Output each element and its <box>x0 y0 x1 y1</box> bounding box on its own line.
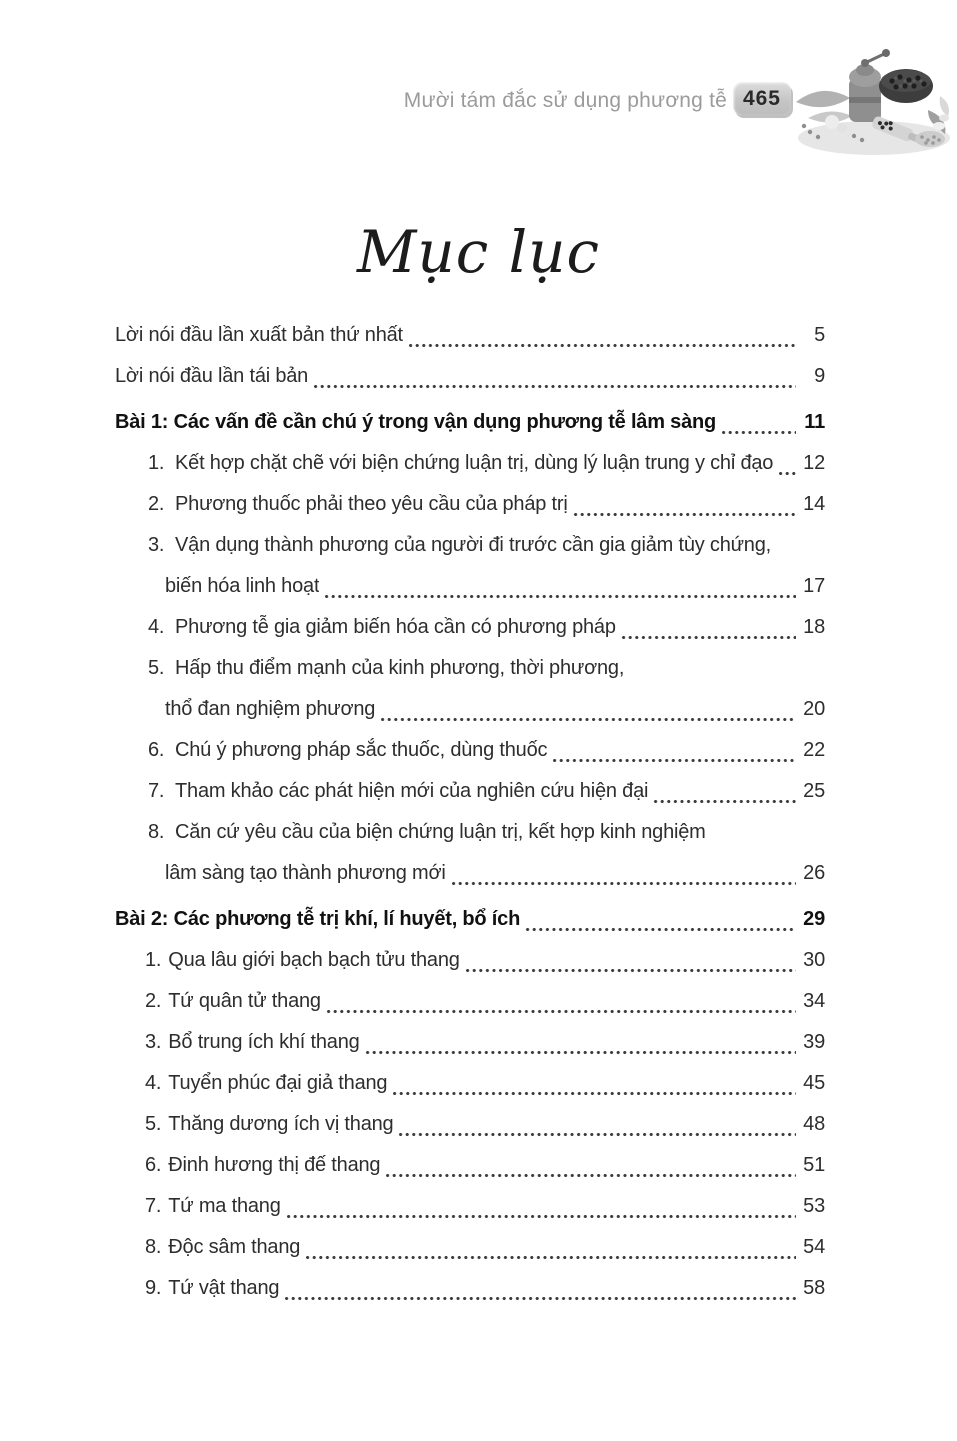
entry-page-number: 29 <box>803 908 825 930</box>
dot-leader <box>622 633 796 642</box>
entry-page-number: 48 <box>803 1113 825 1135</box>
item-number: 6. <box>148 739 165 761</box>
item-number: 3. <box>145 1031 162 1053</box>
entry-label: Độc sâm thang <box>168 1236 301 1258</box>
entry-page-number: 5 <box>814 324 825 346</box>
dot-leader <box>386 1171 796 1180</box>
dot-leader <box>466 966 796 975</box>
toc-section-heading <box>115 904 825 934</box>
toc-item-row <box>115 1150 825 1180</box>
dot-leader <box>381 715 796 724</box>
page-title: Mục lục <box>356 218 601 286</box>
dot-leader <box>409 341 796 350</box>
dot-leader <box>654 797 796 806</box>
entry-label: Phương tễ gia giảm biến hóa cần có phương pháp <box>175 616 616 638</box>
entry-page-number: 14 <box>803 493 825 515</box>
item-number: 2. <box>145 990 162 1012</box>
dot-leader <box>399 1130 796 1139</box>
item-number: 7. <box>148 780 165 802</box>
toc-front-matter-row <box>115 320 825 350</box>
toc-item-row <box>115 735 825 765</box>
item-number: 7. <box>145 1195 162 1217</box>
entry-page-number: 12 <box>803 452 825 474</box>
toc-item-row <box>115 1273 825 1303</box>
toc-item-row <box>115 945 825 975</box>
toc-item-continuation-row <box>115 858 825 888</box>
entry-page-number: 45 <box>803 1072 825 1094</box>
item-number: 5. <box>145 1113 162 1135</box>
entry-label: Căn cứ yêu cầu của biện chứng luận trị, kết hợp kinh nghiệm <box>175 821 706 843</box>
entry-page-number: 39 <box>803 1031 825 1053</box>
toc-item-row <box>115 1191 825 1221</box>
entry-page-number: 17 <box>803 575 825 597</box>
entry-label: Bài 2: Các phương tễ trị khí, lí huyết, bổ ích <box>115 908 521 930</box>
entry-label: Bài 1: Các vấn đề cần chú ý trong vận dụng phương tễ lâm sàng <box>115 411 717 433</box>
entry-page-number: 25 <box>803 780 825 802</box>
page-number-badge-value: 465 <box>742 86 781 110</box>
entry-page-number: 30 <box>803 949 825 971</box>
item-number: 1. <box>148 452 165 474</box>
toc-item-continuation-row <box>115 694 825 724</box>
toc-item-row <box>115 530 825 560</box>
dot-leader <box>285 1294 796 1303</box>
toc-section-heading <box>115 407 825 437</box>
dot-leader <box>393 1089 796 1098</box>
dot-leader <box>574 510 796 519</box>
entry-label: Kết hợp chặt chẽ với biện chứng luận trị, dùng lý luận trung y chỉ đạo <box>175 452 774 474</box>
entry-label: thổ đan nghiệm phương <box>165 698 376 720</box>
toc-item-row <box>115 1109 825 1139</box>
dot-leader <box>306 1253 796 1262</box>
item-number: 8. <box>148 821 165 843</box>
entry-label: lâm sàng tạo thành phương mới <box>165 862 446 884</box>
item-number: 3. <box>148 534 165 556</box>
toc-item-row <box>115 1027 825 1057</box>
entry-page-number: 26 <box>803 862 825 884</box>
item-number: 4. <box>148 616 165 638</box>
toc-item-row <box>115 776 825 806</box>
dot-leader <box>287 1212 796 1221</box>
entry-label: Tứ quân tử thang <box>168 990 321 1012</box>
entry-label: Qua lâu giới bạch bạch tửu thang <box>168 949 460 971</box>
entry-label: Lời nói đầu lần xuất bản thứ nhất <box>115 324 403 346</box>
dot-leader <box>722 428 796 437</box>
toc-item-continuation-row <box>115 571 825 601</box>
dot-leader <box>325 592 796 601</box>
entry-label: biến hóa linh hoạt <box>165 575 320 597</box>
entry-label: Chú ý phương pháp sắc thuốc, dùng thuốc <box>175 739 548 761</box>
dot-leader <box>366 1048 796 1057</box>
entry-page-number: 51 <box>803 1154 825 1176</box>
item-number: 6. <box>145 1154 162 1176</box>
entry-label: Đinh hương thị đế thang <box>168 1154 381 1176</box>
entry-label: Hấp thu điểm mạnh của kinh phương, thời phương, <box>175 657 625 679</box>
entry-label: Lời nói đầu lần tái bản <box>115 365 309 387</box>
toc-item-row <box>115 653 825 683</box>
toc-item-row <box>115 489 825 519</box>
entry-label: Tứ ma thang <box>168 1195 281 1217</box>
dot-leader <box>327 1007 796 1016</box>
dot-leader <box>553 756 796 765</box>
entry-page-number: 53 <box>803 1195 825 1217</box>
toc-list <box>115 320 825 1314</box>
dot-leader <box>526 925 796 934</box>
dot-leader <box>452 879 796 888</box>
entry-label: Tứ vật thang <box>168 1277 280 1299</box>
item-number: 2. <box>148 493 165 515</box>
entry-page-number: 18 <box>803 616 825 638</box>
entry-page-number: 22 <box>803 739 825 761</box>
item-number: 9. <box>145 1277 162 1299</box>
toc-item-row <box>115 448 825 478</box>
item-number: 8. <box>145 1236 162 1258</box>
entry-label: Tuyển phúc đại giả thang <box>168 1072 388 1094</box>
toc-item-row <box>115 1232 825 1262</box>
entry-page-number: 54 <box>803 1236 825 1258</box>
entry-label: Tham khảo các phát hiện mới của nghiên cứu hiện đại <box>175 780 649 802</box>
entry-label: Vận dụng thành phương của người đi trước cần gia giảm tùy chứng, <box>175 534 772 556</box>
entry-page-number: 9 <box>814 365 825 387</box>
dot-leader <box>314 382 796 391</box>
toc-item-row <box>115 612 825 642</box>
item-number: 4. <box>145 1072 162 1094</box>
toc-front-matter-row <box>115 361 825 391</box>
entry-page-number: 58 <box>803 1277 825 1299</box>
entry-label: Thăng dương ích vị thang <box>168 1113 394 1135</box>
toc-item-row <box>115 817 825 847</box>
spices-photo <box>792 40 952 160</box>
running-title: Mười tám đắc sử dụng phương tễ <box>403 89 727 112</box>
entry-page-number: 11 <box>804 411 825 433</box>
entry-label: Phương thuốc phải theo yêu cầu của pháp trị <box>175 493 568 515</box>
entry-page-number: 20 <box>803 698 825 720</box>
entry-page-number: 34 <box>803 990 825 1012</box>
page-number-badge <box>733 82 791 115</box>
dot-leader <box>779 469 796 478</box>
entry-label: Bổ trung ích khí thang <box>168 1031 360 1053</box>
toc-item-row <box>115 986 825 1016</box>
toc-item-row <box>115 1068 825 1098</box>
item-number: 5. <box>148 657 165 679</box>
item-number: 1. <box>145 949 162 971</box>
